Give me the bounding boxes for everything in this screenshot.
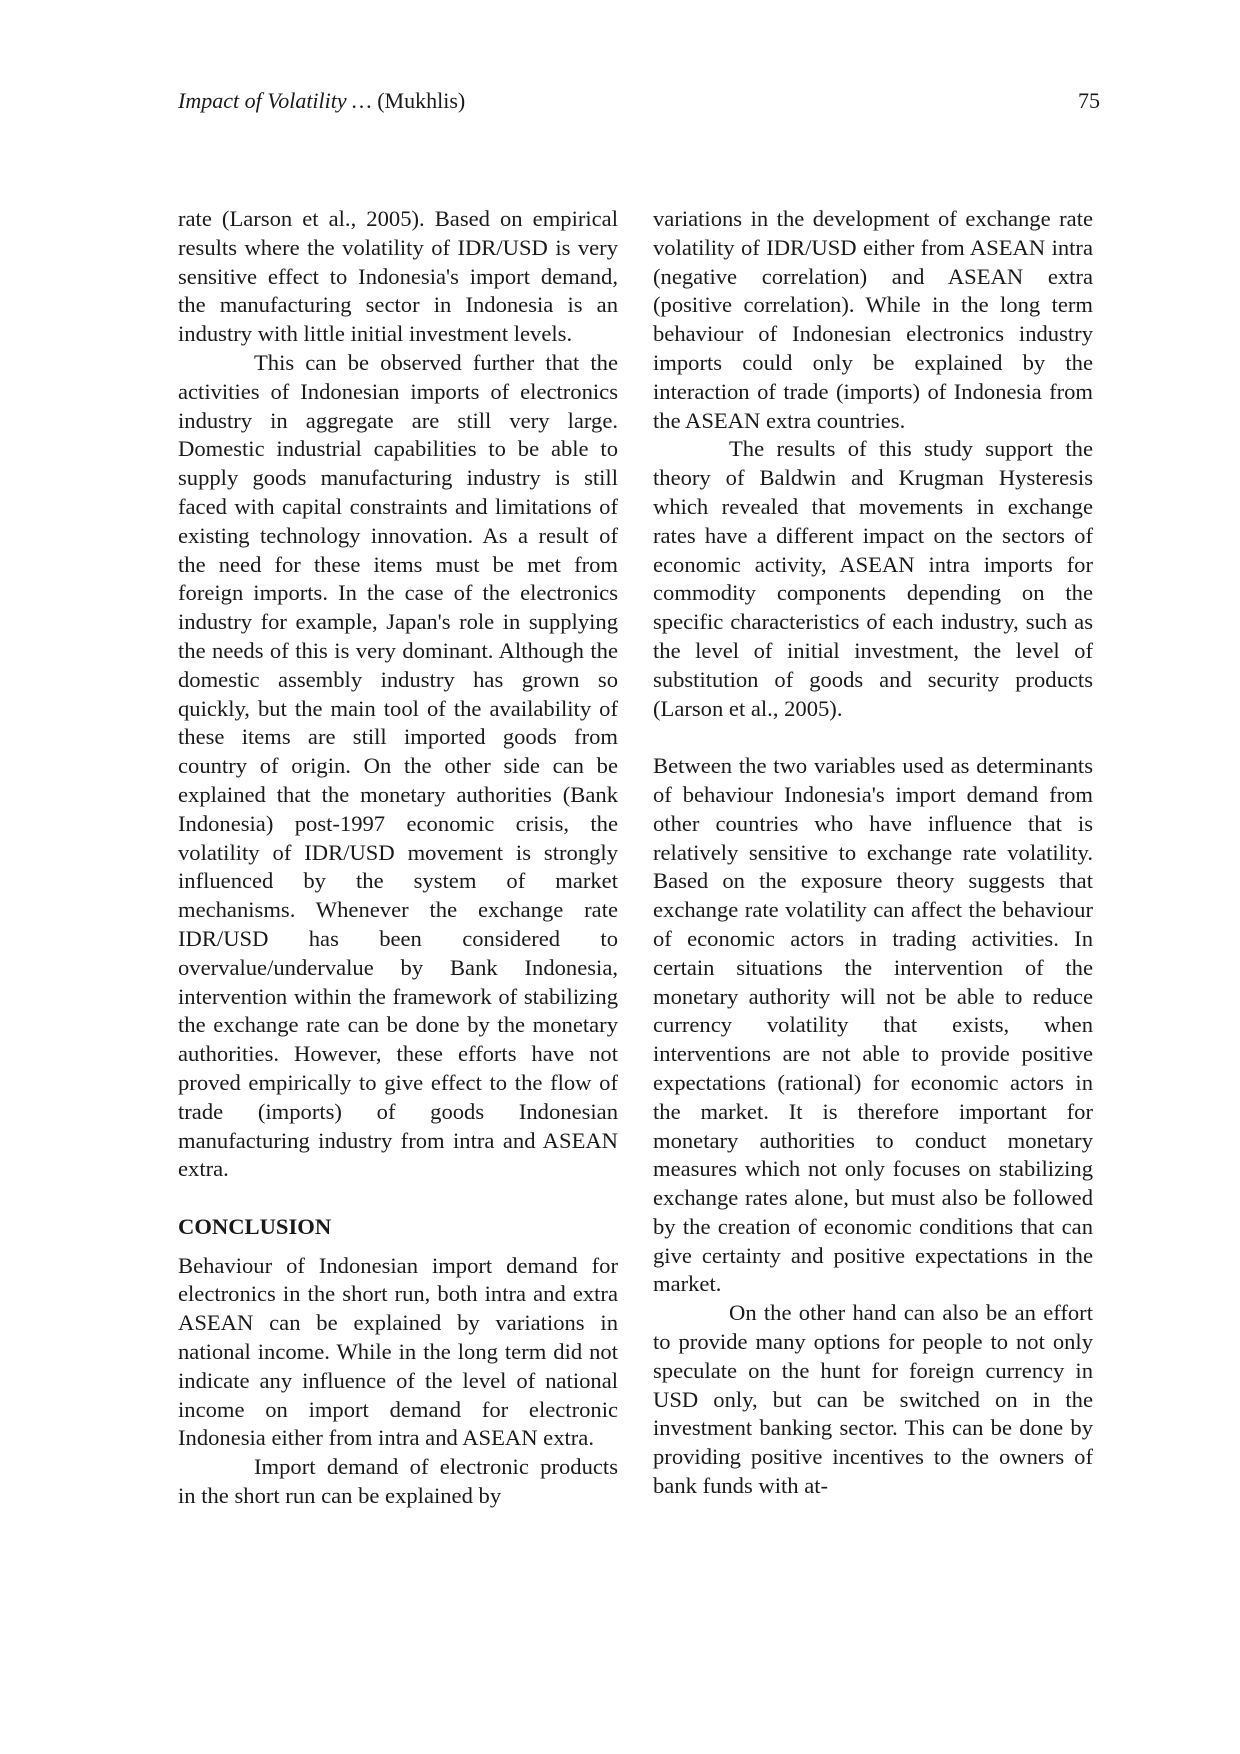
right-paragraph-3: Between the two variables used as determinants of behaviour Indonesia's import demand from other countries who have influence that is relatively sensitive to exchange rate volatility. Based on the exposure theory suggests that exchange rate volatility can affect the behaviour of economic actors in trading activities. In certain situations the intervention of the monetary authority will not be able to reduce currency volatility that exists, when interventions are not able to provide positive expectations (rational) for economic actors in the market. It is therefore important for monetary authorities to conduct monetary measures which not only focuses on stabilizing exchange rates alone, but must also be followed by the creation of economic conditions that can give certainty and positive expectations in the market.: [653, 753, 1093, 1297]
conclusion-heading: CONCLUSION: [178, 1213, 332, 1239]
right-column: [653, 205, 1093, 1501]
right-paragraph-2: The results of this study support the theory of Baldwin and Krugman Hysteresis which revealed that movements in exchange rates have a different impact on the sectors of economic activity, ASEAN intra imports for commodity components depending on the specific characteristics of each industry, such as the level of initial investment, the level of substitution of goods and security products (Larson et al., 2005).: [653, 436, 1093, 721]
left-paragraph-3: Behaviour of Indonesian import demand for electronics in the short run, both intra and extra ASEAN can be explained by variations in national income. While in the long term did not indicate any influence of the level of national income on import demand for electronic Indonesia either from intra and ASEAN extra.: [178, 1252, 618, 1451]
right-paragraph-1: variations in the development of exchange rate volatility of IDR/USD either from ASEAN intra (negative correlation) and ASEAN extra (positive correlation). While in the long term behaviour of Indonesian electronics industry imports could only be explained by the interaction of trade (imports) of Indonesia from the ASEAN extra countries.: [653, 206, 1093, 433]
running-header: [178, 87, 1100, 115]
running-author: (Mukhlis): [377, 88, 466, 113]
page-number: 75: [1078, 88, 1100, 113]
left-column: [178, 205, 618, 1511]
left-paragraph-2: This can be observed further that the activities of Indonesian imports of electronics industry in aggregate are still very large. Domestic industrial capabilities to be able to supply goods manufacturing industry is still faced with capital constraints and limitations of existing technology innovation. As a result of the need for these items must be met from foreign imports. In the case of the electronics industry for example, Japan's role in supplying the needs of this is very dominant. Although the domestic assembly industry has grown so quickly, but the main tool of the availability of these items are still imported goods from country of origin. On the other side can be explained that the monetary authorities (Bank Indonesia) post-1997 economic crisis, the volatility of IDR/USD movement is strongly influenced by the system of market mechanisms. Whenever the exchange rate IDR/USD has been considered to overvalue/undervalue by Bank Indonesia, intervention within the framework of stabilizing the exchange rate can be done by the monetary authorities. However, these efforts have not proved empirically to give effect to the flow of trade (imports) of goods Indonesian manufacturing industry from intra and ASEAN extra.: [178, 349, 618, 1182]
running-title: Impact of Volatility …: [178, 88, 372, 113]
left-paragraph-4: Import demand of electronic products in the short run can be explained by: [178, 1454, 618, 1509]
right-paragraph-4: On the other hand can also be an effort to provide many options for people to not only speculate on the hunt for foreign currency in USD only, but can be switched on in the investment banking sector. This can be done by providing positive incentives to the owners of bank funds with at-: [653, 1300, 1093, 1499]
left-paragraph-1: rate (Larson et al., 2005). Based on empirical results where the volatility of IDR/USD is very sensitive effect to Indonesia's import demand, the manufacturing sector in Indonesia is an industry with little initial investment levels.: [178, 206, 618, 347]
